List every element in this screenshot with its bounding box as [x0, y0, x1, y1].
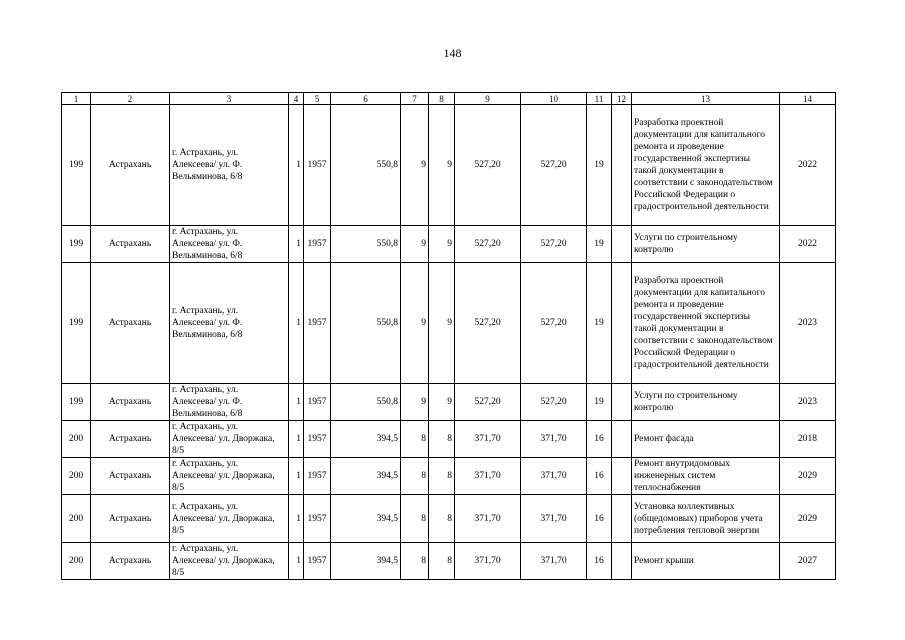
table-row — [62, 421, 836, 458]
table-row — [62, 384, 836, 421]
col10-cell: 527,20 — [521, 384, 587, 421]
col10-cell: 371,70 — [521, 458, 587, 495]
work-type-cell: Ремонт фасада — [632, 421, 780, 458]
column-header: 10 — [521, 93, 587, 105]
col12-cell — [612, 263, 632, 384]
column-header: 1 — [62, 93, 91, 105]
table-row — [62, 226, 836, 263]
table-row — [62, 458, 836, 495]
municipality-cell: Астрахань — [91, 421, 170, 458]
municipality-cell: Астрахань — [91, 263, 170, 384]
col8-cell: 8 — [429, 421, 455, 458]
col11-cell: 16 — [587, 421, 612, 458]
column-header: 3 — [170, 93, 289, 105]
col8-cell: 8 — [429, 495, 455, 543]
year-cell: 1957 — [304, 458, 331, 495]
col7-cell: 9 — [401, 105, 429, 226]
row-number: 200 — [62, 543, 91, 580]
table-row — [62, 105, 836, 226]
col9-cell: 527,20 — [455, 105, 521, 226]
column-header: 7 — [401, 93, 429, 105]
table-row — [62, 495, 836, 543]
area-cell: 394,5 — [331, 458, 401, 495]
work-type-cell: Разработка проектной документации для капитального ремонта и проведение государственной экспертизы такой документации в соответствии с законодательством Российской Федерации о градостроительной деятельности — [632, 263, 780, 384]
municipality-cell: Астрахань — [91, 543, 170, 580]
col9-cell: 371,70 — [455, 458, 521, 495]
col4-cell: 1 — [289, 105, 304, 226]
municipality-cell: Астрахань — [91, 226, 170, 263]
col12-cell — [612, 384, 632, 421]
col7-cell: 8 — [401, 543, 429, 580]
column-header: 6 — [331, 93, 401, 105]
col12-cell — [612, 543, 632, 580]
col11-cell: 19 — [587, 226, 612, 263]
col10-cell: 371,70 — [521, 543, 587, 580]
col11-cell: 16 — [587, 458, 612, 495]
column-header: 4 — [289, 93, 304, 105]
column-header: 8 — [429, 93, 455, 105]
column-header: 9 — [455, 93, 521, 105]
column-header: 11 — [587, 93, 612, 105]
col4-cell: 1 — [289, 384, 304, 421]
col9-cell: 527,20 — [455, 384, 521, 421]
address-cell: г. Астрахань, ул. Алексеева/ ул. Ф. Вельяминова, 6/8 — [170, 226, 289, 263]
address-cell: г. Астрахань, ул. Алексеева/ ул. Ф. Вельяминова, 6/8 — [170, 263, 289, 384]
address-cell: г. Астрахань, ул. Алексеева/ ул. Ф. Вельяминова, 6/8 — [170, 105, 289, 226]
municipality-cell: Астрахань — [91, 105, 170, 226]
col8-cell: 9 — [429, 263, 455, 384]
row-number: 200 — [62, 458, 91, 495]
col7-cell: 8 — [401, 495, 429, 543]
column-header: 12 — [612, 93, 632, 105]
col4-cell: 1 — [289, 226, 304, 263]
col4-cell: 1 — [289, 263, 304, 384]
col9-cell: 527,20 — [455, 226, 521, 263]
col12-cell — [612, 226, 632, 263]
col9-cell: 371,70 — [455, 543, 521, 580]
work-type-cell: Ремонт крыши — [632, 543, 780, 580]
address-cell: г. Астрахань, ул. Алексеева/ ул. Дворжака, 8/5 — [170, 495, 289, 543]
work-type-cell: Установка коллективных (общедомовых) приборов учета потребления тепловой энергии — [632, 495, 780, 543]
planned-year-cell: 2022 — [780, 226, 836, 263]
col4-cell: 1 — [289, 421, 304, 458]
planned-year-cell: 2027 — [780, 543, 836, 580]
year-cell: 1957 — [304, 263, 331, 384]
col12-cell — [612, 495, 632, 543]
col11-cell: 16 — [587, 543, 612, 580]
planned-year-cell: 2023 — [780, 384, 836, 421]
table-row — [62, 263, 836, 384]
address-cell: г. Астрахань, ул. Алексеева/ ул. Ф. Вельяминова, 6/8 — [170, 384, 289, 421]
col9-cell: 371,70 — [455, 495, 521, 543]
address-cell: г. Астрахань, ул. Алексеева/ ул. Дворжака, 8/5 — [170, 543, 289, 580]
area-cell: 550,8 — [331, 384, 401, 421]
planned-year-cell: 2023 — [780, 263, 836, 384]
work-type-cell: Услуги по строительному контролю — [632, 384, 780, 421]
col4-cell: 1 — [289, 458, 304, 495]
row-number: 199 — [62, 263, 91, 384]
municipality-cell: Астрахань — [91, 495, 170, 543]
col10-cell: 371,70 — [521, 495, 587, 543]
col10-cell: 371,70 — [521, 421, 587, 458]
planned-year-cell: 2029 — [780, 458, 836, 495]
year-cell: 1957 — [304, 543, 331, 580]
area-cell: 550,8 — [331, 226, 401, 263]
planned-year-cell: 2029 — [780, 495, 836, 543]
table-row — [62, 543, 836, 580]
planned-year-cell: 2022 — [780, 105, 836, 226]
column-header: 5 — [304, 93, 331, 105]
col12-cell — [612, 458, 632, 495]
col9-cell: 527,20 — [455, 263, 521, 384]
work-type-cell: Разработка проектной документации для капитального ремонта и проведение государственной экспертизы такой документации в соответствии с законодательством Российской Федерации о градостроительной деятельности — [632, 105, 780, 226]
address-cell: г. Астрахань, ул. Алексеева/ ул. Дворжака, 8/5 — [170, 458, 289, 495]
col9-cell: 371,70 — [455, 421, 521, 458]
row-number: 199 — [62, 226, 91, 263]
row-number: 199 — [62, 105, 91, 226]
header-row — [62, 93, 836, 105]
column-header: 13 — [632, 93, 780, 105]
year-cell: 1957 — [304, 421, 331, 458]
year-cell: 1957 — [304, 226, 331, 263]
area-cell: 394,5 — [331, 543, 401, 580]
col7-cell: 8 — [401, 421, 429, 458]
page-number: 148 — [443, 46, 462, 60]
col8-cell: 8 — [429, 458, 455, 495]
address-cell: г. Астрахань, ул. Алексеева/ ул. Дворжака, 8/5 — [170, 421, 289, 458]
area-cell: 394,5 — [331, 495, 401, 543]
col10-cell: 527,20 — [521, 263, 587, 384]
year-cell: 1957 — [304, 384, 331, 421]
col11-cell: 19 — [587, 105, 612, 226]
municipality-cell: Астрахань — [91, 384, 170, 421]
column-header: 2 — [91, 93, 170, 105]
municipality-cell: Астрахань — [91, 458, 170, 495]
year-cell: 1957 — [304, 495, 331, 543]
work-type-cell: Ремонт внутридомовых инженерных систем теплоснабжения — [632, 458, 780, 495]
col11-cell: 16 — [587, 495, 612, 543]
work-type-cell: Услуги по строительному контролю — [632, 226, 780, 263]
planned-year-cell: 2018 — [780, 421, 836, 458]
col8-cell: 8 — [429, 543, 455, 580]
col12-cell — [612, 105, 632, 226]
row-number: 200 — [62, 495, 91, 543]
column-header: 14 — [780, 93, 836, 105]
col4-cell: 1 — [289, 543, 304, 580]
col11-cell: 19 — [587, 384, 612, 421]
col7-cell: 9 — [401, 263, 429, 384]
col12-cell — [612, 421, 632, 458]
area-cell: 394,5 — [331, 421, 401, 458]
registry-table — [61, 92, 836, 580]
col8-cell: 9 — [429, 226, 455, 263]
col8-cell: 9 — [429, 105, 455, 226]
area-cell: 550,8 — [331, 105, 401, 226]
col10-cell: 527,20 — [521, 105, 587, 226]
area-cell: 550,8 — [331, 263, 401, 384]
row-number: 199 — [62, 384, 91, 421]
col10-cell: 527,20 — [521, 226, 587, 263]
col7-cell: 8 — [401, 458, 429, 495]
col11-cell: 19 — [587, 263, 612, 384]
year-cell: 1957 — [304, 105, 331, 226]
col8-cell: 9 — [429, 384, 455, 421]
col4-cell: 1 — [289, 495, 304, 543]
col7-cell: 9 — [401, 226, 429, 263]
row-number: 200 — [62, 421, 91, 458]
col7-cell: 9 — [401, 384, 429, 421]
